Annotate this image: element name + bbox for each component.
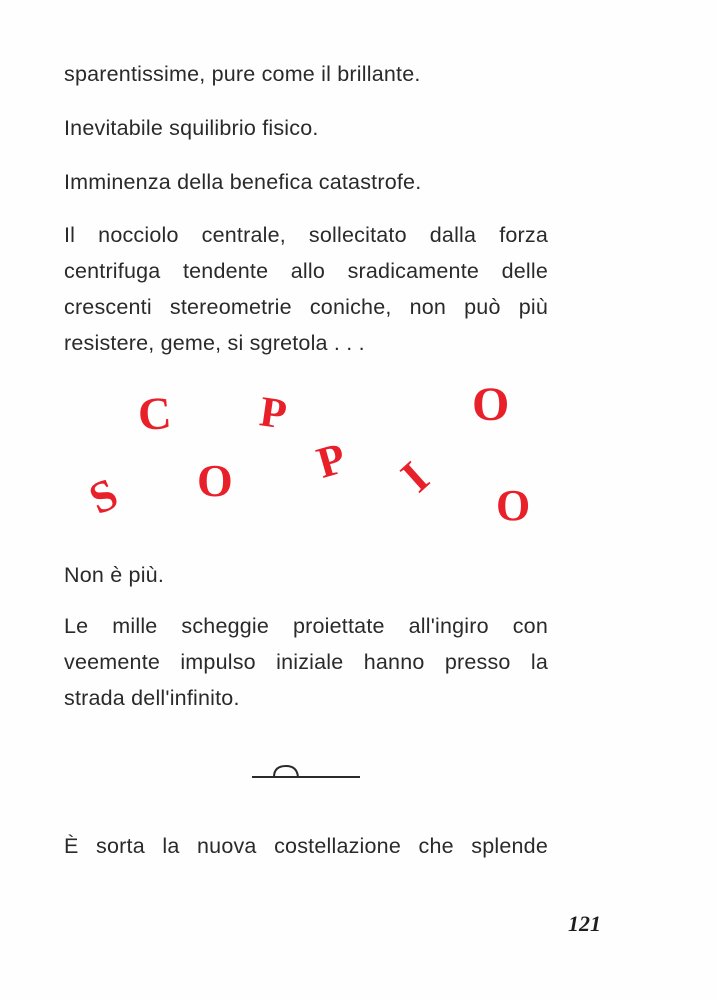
- text-line: Non è più.: [64, 563, 165, 587]
- text-line: Imminenza della benefica catastrofe.: [64, 170, 422, 194]
- scoppio-letter: I: [390, 451, 439, 502]
- scoppio-letter: S: [81, 468, 125, 524]
- text-line: Inevitabile squilibrio fisico.: [64, 116, 319, 140]
- text-line: sparentissime, pure come il brillante.: [64, 62, 421, 86]
- text-line: Il nocciolo centrale, sollecitato dalla forza: [64, 223, 548, 247]
- scoppio-letter: C: [136, 386, 173, 441]
- text-line: strada dell'infinito.: [64, 686, 240, 710]
- section-separator-ornament: [252, 762, 360, 782]
- page-number: 121: [568, 911, 601, 936]
- text-line: crescenti stereometrie coniche, non può più: [64, 295, 548, 319]
- scoppio-letter: O: [472, 378, 510, 431]
- scoppio-letter: O: [496, 481, 531, 530]
- text-line: veemente impulso iniziale hanno presso la: [64, 650, 548, 674]
- scoppio-letter: P: [256, 388, 290, 439]
- text-line: È sorta la nuova costellazione che splende: [64, 834, 548, 858]
- scoppio-letter: O: [197, 455, 233, 506]
- text-line: Le mille scheggie proiettate all'ingiro con: [64, 614, 548, 638]
- scoppio-letter: P: [311, 433, 351, 488]
- text-line: centrifuga tendente allo sradicamente delle: [64, 259, 548, 283]
- text-line: resistere, geme, si sgretola . . .: [64, 331, 365, 355]
